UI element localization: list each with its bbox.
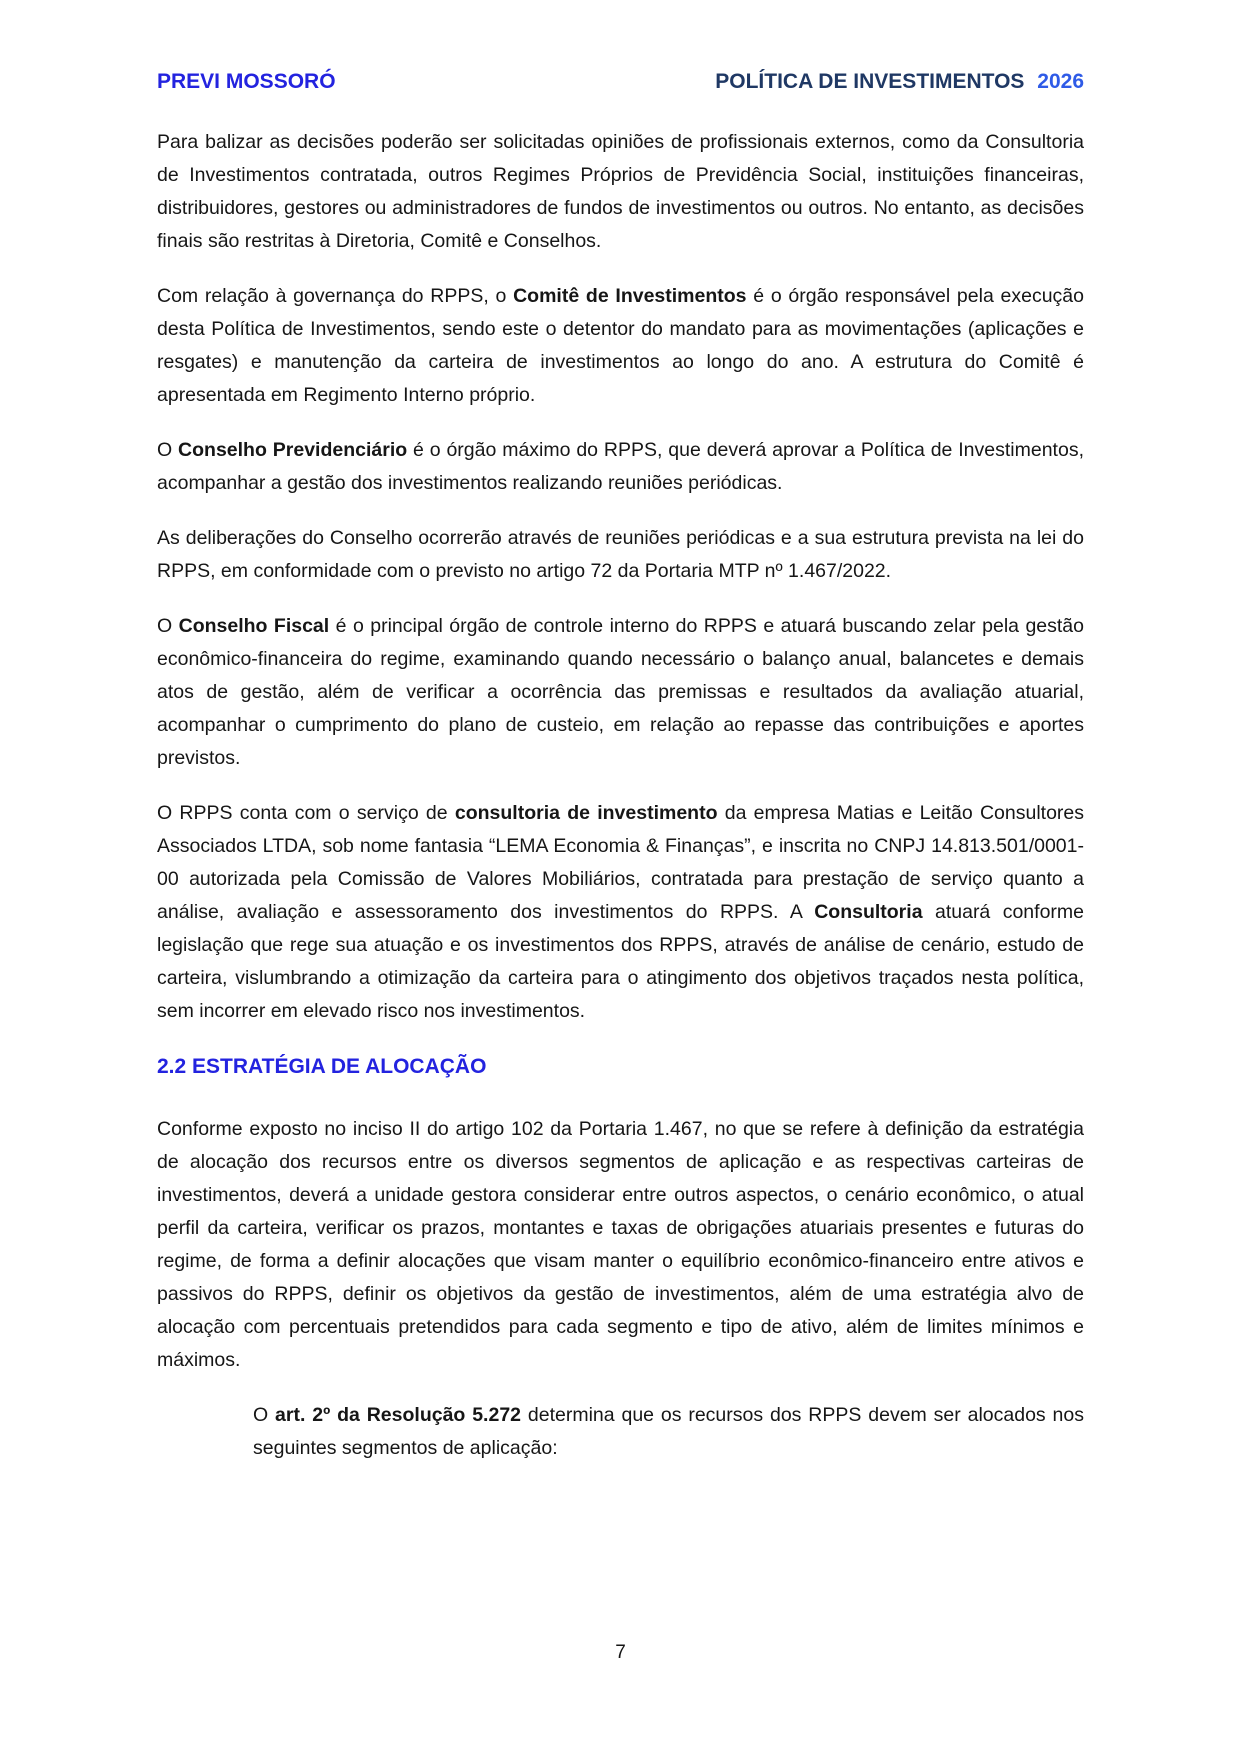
bold-text-run: art. 2º da Resolução 5.272 [275,1404,522,1426]
text-run: é o órgão máximo do RPPS, que deverá aprovar a Política de Investimentos, acompanhar a gestão dos investimentos realizando reuniões periódicas. [157,439,1084,494]
paragraph [157,1113,1084,1377]
org-title: PREVI MOSSORÓ [157,70,336,93]
paragraph [157,610,1084,775]
bold-text-run: Comitê de Investimentos [513,285,747,307]
bold-text-run: Conselho Previdenciário [178,439,408,461]
document-title-text: POLÍTICA DE INVESTIMENTOS [715,70,1025,93]
document-title [715,70,1084,94]
bold-text-run: consultoria de investimento [454,802,718,824]
paragraph [157,126,1084,258]
text-run: O [157,439,179,461]
text-run: As deliberações do Conselho ocorrerão através de reuniões periódicas e a sua estrutura prevista na lei do RPPS, em conformidade com o previsto no artigo 72 da Portaria MTP nº 1.467/2022. [157,527,1084,582]
page-footer [0,1642,1241,1664]
document-body [157,126,1084,1487]
bold-text-run: Consultoria [814,901,923,923]
text-run: da empresa Matias e Leitão Consultores Associados LTDA, sob nome fantasia “LEMA Economia & Finanças”, e inscrita no CNPJ 14.813.501/0001-00 autorizada pela Comissão de Valores Mobiliários, contratada para prestação de serviço quanto a análise, avaliação e assessoramento dos investimentos do RPPS. A [157,802,1085,923]
page-header [157,70,1084,94]
bold-text-run: Conselho Fiscal [178,615,330,637]
paragraph [157,434,1084,500]
text-run: é o principal órgão de controle interno do RPPS e atuará buscando zelar pela gestão econômico-financeira do regime, examinando quando necessário o balanço anual, balancetes e demais atos de gestão, além de verificar a ocorrência das premissas e resultados da avaliação atuarial, acompanhar o cumprimento do plano de custeio, em relação ao repasse das contribuições e aportes previstos. [157,615,1084,769]
paragraph [157,797,1084,1028]
paragraph [253,1399,1084,1465]
paragraph [157,522,1084,588]
document-year: 2026 [1037,70,1084,93]
text-run: O RPPS conta com o serviço de [157,802,455,824]
paragraph [157,280,1084,412]
text-run: Com relação à governança do RPPS, o [157,285,514,307]
page-number: 7 [615,1642,626,1663]
text-run: O [157,615,179,637]
section-heading: 2.2 ESTRATÉGIA DE ALOCAÇÃO [157,1055,487,1078]
text-run: determina que os recursos dos RPPS devem ser alocados nos seguintes segmentos de aplicação: [253,1404,1084,1459]
text-run: O [253,1404,276,1426]
text-run: Conforme exposto no inciso II do artigo 102 da Portaria 1.467, no que se refere à definição da estratégia de alocação dos recursos entre os diversos segmentos de aplicação e as respectivas carteiras de investimentos, deverá a unidade gestora considerar entre outros aspectos, o cenário econômico, o atual perfil da carteira, verificar os prazos, montantes e taxas de obrigações atuariais presentes e futuras do regime, de forma a definir alocações que visam manter o equilíbrio econômico-financeiro entre ativos e passivos do RPPS, definir os objetivos da gestão de investimentos, além de uma estratégia alvo de alocação com percentuais pretendidos para cada segmento e tipo de ativo, além de limites mínimos e máximos. [157,1118,1084,1371]
text-run: atuará conforme legislação que rege sua atuação e os investimentos dos RPPS, através de análise de cenário, estudo de carteira, vislumbrando a otimização da carteira para o atingimento dos objetivos traçados nesta política, sem incorrer em elevado risco nos investimentos. [157,901,1085,1022]
text-run: é o órgão responsável pela execução desta Política de Investimentos, sendo este o detentor do mandato para as movimentações (aplicações e resgates) e manutenção da carteira de investimentos ao longo do ano. A estrutura do Comitê é apresentada em Regimento Interno próprio. [157,285,1084,406]
text-run: Para balizar as decisões poderão ser solicitadas opiniões de profissionais externos, como da Consultoria de Investimentos contratada, outros Regimes Próprios de Previdência Social, instituições financeiras, distribuidores, gestores ou administradores de fundos de investimentos ou outros. No entanto, as decisões finais são restritas à Diretoria, Comitê e Conselhos. [157,131,1084,252]
